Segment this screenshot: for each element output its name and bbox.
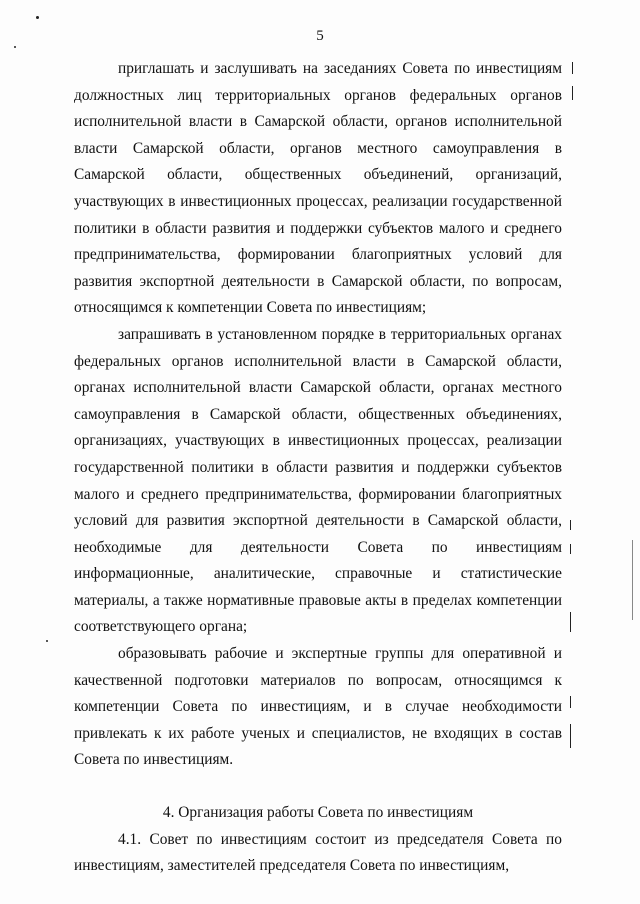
scan-margin-line <box>570 724 571 748</box>
scan-margin-line <box>570 544 571 554</box>
scan-margin-line <box>572 62 573 74</box>
scan-margin-line <box>570 696 571 708</box>
paragraph-request: запрашивать в установленном порядке в территориальных органах федеральных органов исполнительной власти в Самарской области, органах исполнительной власти Самарской области, органах местного самоуправления в Самарской области, общественных объединениях, организациях, участвующих в инвестиционных процессах, реализации государственной политики в области развития и поддержки субъектов малого и среднего предпринимательства, формировании благоприятных условий для развития экспортной деятельности в Самарской области, необходимые для деятельности Совета по инвестициям информационные, аналитические, справочные и статистические материалы, а также нормативные правовые акты в пределах компетенции соответствующего органа; <box>74 325 562 636</box>
scan-speck <box>36 16 39 19</box>
paragraph-working-groups: образовывать рабочие и экспертные группы для оперативной и качественной подготовки материалов по вопросам, относящимся к компетенции Совета по инвестициям, и в случае необходимости привлекать к их работе ученых и специалистов, не входящих в состав Совета по инвестициям. <box>74 645 562 769</box>
document-body <box>74 56 562 880</box>
scan-margin-line <box>572 86 573 100</box>
paragraph-composition: 4.1. Совет по инвестициям состоит из председателя Совета по инвестициям, заместителей председателя Совета по инвестициям, <box>74 830 562 875</box>
scan-margin-line <box>570 612 571 632</box>
paragraph-invite: приглашать и заслушивать на заседаниях Совета по инвестициям должностных лиц территориальных органов федеральных органов исполнительной власти в Самарской области, органов исполнительной власти Самарской области, органов местного самоуправления в Самарской области, общественных объединений, организаций, участвующих в инвестиционных процессах, реализации государственной политики в области развития и поддержки субъектов малого и среднего предпринимательства, формировании благоприятных условий для развития экспортной деятельности в Самарской области, по вопросам, относящимся к компетенции Совета по инвестициям; <box>74 60 562 317</box>
scan-edge-line <box>632 540 633 620</box>
scan-speck <box>14 46 16 48</box>
scan-margin-line <box>570 520 571 530</box>
section-heading: 4. Организация работы Совета по инвестициям <box>162 804 474 822</box>
page-number: 5 <box>316 28 324 44</box>
scan-speck <box>46 640 48 642</box>
